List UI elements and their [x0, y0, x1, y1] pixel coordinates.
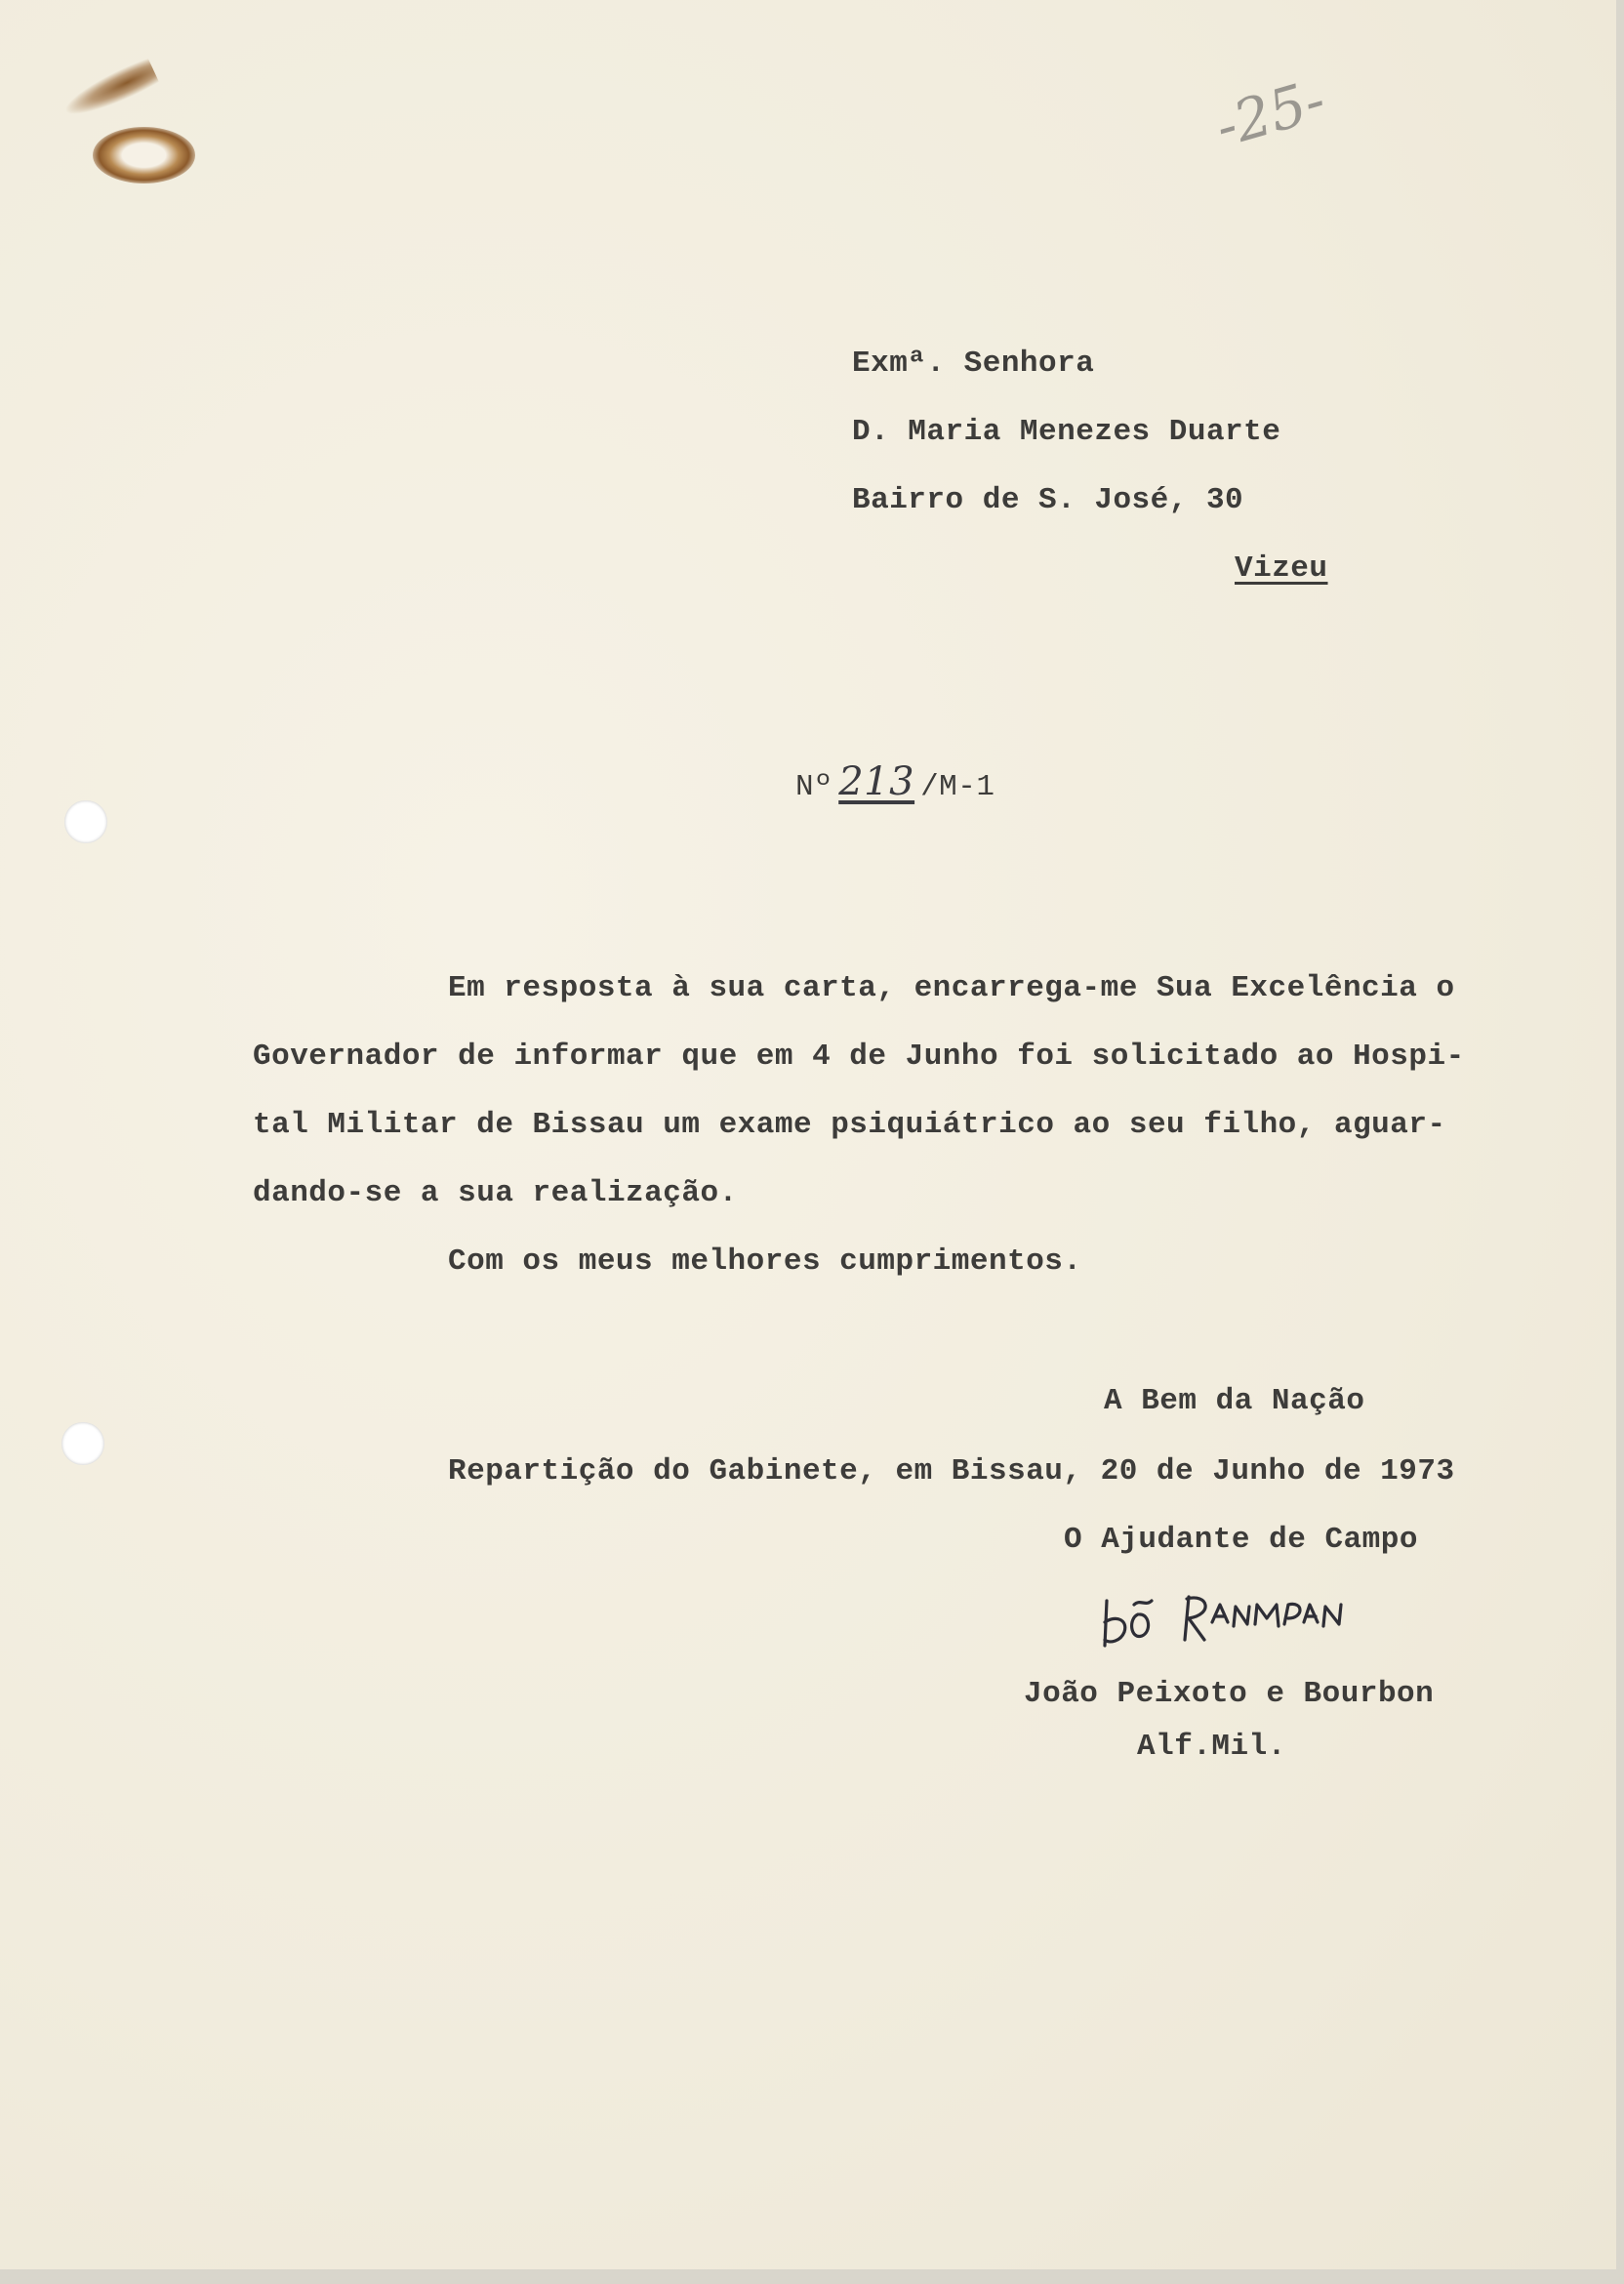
handwritten-signature — [1095, 1579, 1359, 1662]
recipient-salutation: Exmª. Senhora — [852, 347, 1095, 381]
rust-stain — [59, 57, 159, 124]
signature-graphic — [1095, 1579, 1359, 1657]
body-line-4: dando-se a sua realização. — [253, 1176, 738, 1210]
reference-suffix: /M-1 — [920, 770, 995, 804]
recipient-name: D. Maria Menezes Duarte — [852, 415, 1281, 449]
body-line-3: tal Militar de Bissau um exame psiquiátrico ao seu filho, aguar- — [253, 1108, 1446, 1142]
reference-prefix: Nº — [795, 770, 833, 804]
staple-stain — [93, 127, 195, 184]
recipient-city: Vizeu — [1235, 551, 1328, 586]
reference-number — [795, 759, 995, 804]
closing-line: Com os meus melhores cumprimentos. — [448, 1244, 1082, 1279]
signer-name: João Peixoto e Bourbon — [1024, 1677, 1435, 1711]
body-line-2: Governador de informar que em 4 de Junho foi solicitado ao Hospi- — [253, 1040, 1465, 1074]
body-line-1: Em resposta à sua carta, encarrega-me Sua Excelência o — [448, 971, 1455, 1005]
place-and-date: Repartição do Gabinete, em Bissau, 20 de Junho de 1973 — [448, 1454, 1455, 1489]
archive-page-mark: -25- — [1207, 65, 1333, 161]
punch-hole — [64, 800, 107, 843]
punch-hole — [61, 1422, 104, 1465]
recipient-street: Bairro de S. José, 30 — [852, 483, 1244, 517]
signer-title: O Ajudante de Campo — [1064, 1523, 1418, 1557]
motto: A Bem da Nação — [1104, 1384, 1365, 1418]
signer-rank: Alf.Mil. — [1137, 1730, 1286, 1764]
reference-handwritten-number: 213 — [838, 759, 915, 804]
